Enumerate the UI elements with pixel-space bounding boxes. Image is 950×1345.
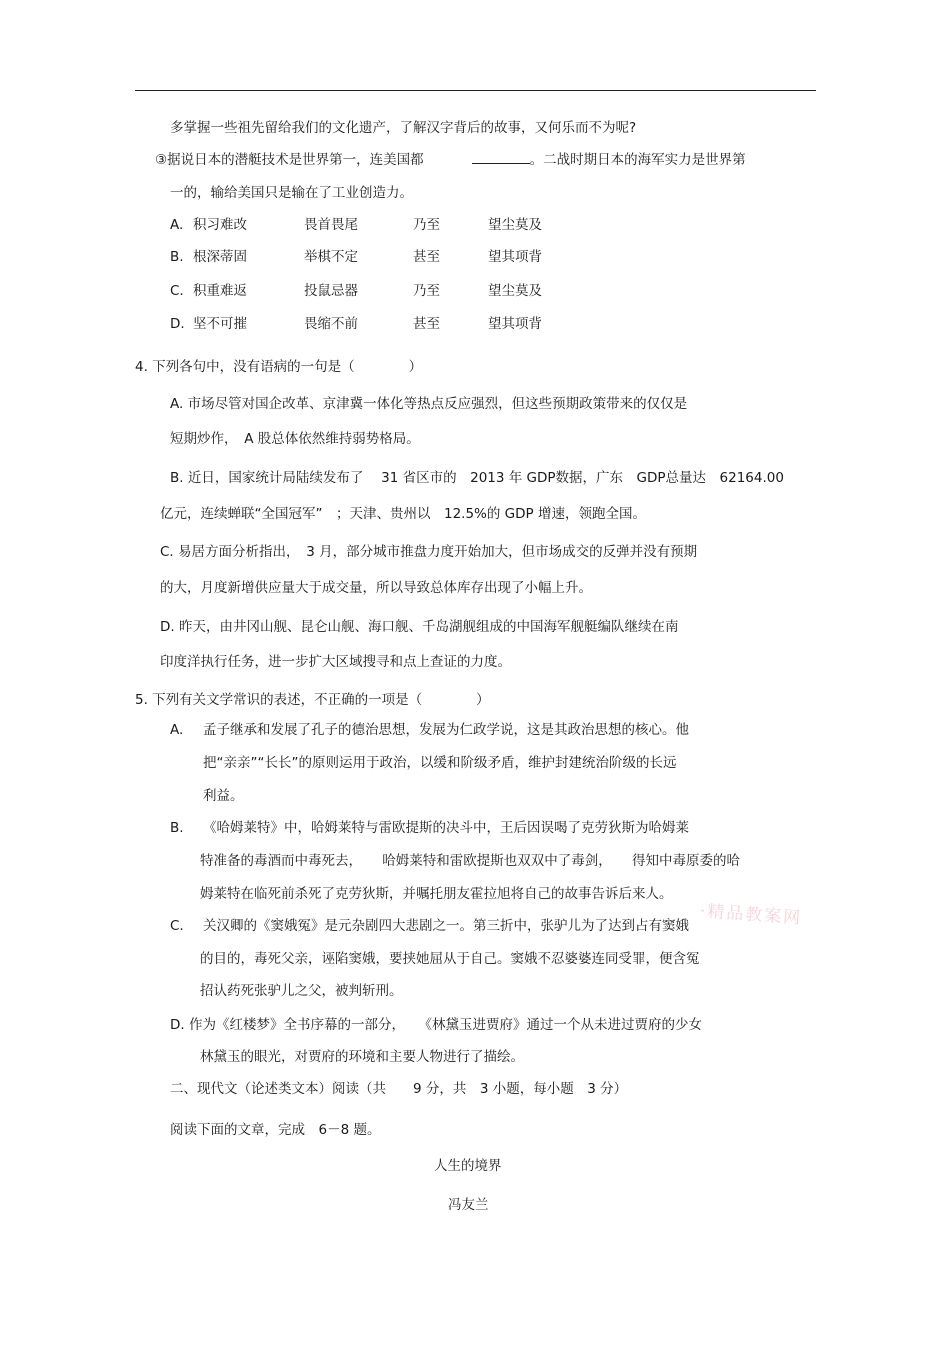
sentence-part: ③据说日本的潜艇技术是世界第一，连美国都 [155, 152, 424, 168]
option-label: B. [170, 820, 184, 836]
q4-option-b: B. 近日，国家统计局陆续发布了 31 省区市的 2013 年 GDP数据，广东 GDP总量达 62164.00 [170, 470, 784, 486]
option-word: 乃至 [413, 283, 440, 299]
q5-option-d-cont: 林黛玉的眼光，对贾府的环境和主要人物进行了描绘。 [200, 1049, 524, 1065]
article-title: 人生的境界 [434, 1158, 502, 1174]
q5-option-a-cont: 利益。 [203, 788, 244, 804]
fill-blank [472, 151, 530, 164]
q4-option-c: C. 易居方面分析指出， 3 月，部分城市推盘力度开始加大，但市场成交的反弹并没有预期 [160, 544, 698, 560]
q5-option-a-cont: 把“亲亲”“长长”的原则运用于政治，以缓和阶级矛盾，维护封建统治阶级的长远 [203, 755, 677, 771]
section-heading: 二、现代文（论述类文本）阅读（共 9 分，共 3 小题，每小题 3 分） [170, 1081, 628, 1097]
option-word: 甚至 [413, 249, 440, 265]
q5-option-a: 孟子继承和发展了孔子的德治思想，发展为仁政学说，这是其政治思想的核心。他 [203, 722, 689, 738]
option-word: 畏首畏尾 [304, 217, 358, 233]
q5-option-b: 《哈姆莱特》中，哈姆莱特与雷欧提斯的决斗中，王后因误喝了克劳狄斯为哈姆莱 [203, 820, 689, 836]
watermark: ·精品教案网 [699, 901, 803, 929]
article-author: 冯友兰 [448, 1197, 489, 1213]
option-word: 投鼠忌器 [304, 283, 358, 299]
q4-option-a-cont: 短期炒作， A 股总体依然维持弱势格局。 [170, 431, 420, 447]
option-label: A. [170, 722, 184, 738]
option-word: 望尘莫及 [488, 283, 542, 299]
option-word: 坚不可摧 [193, 316, 247, 332]
header-rule [135, 90, 816, 91]
q5-option-c-cont: 招认药死张驴儿之父，被判斩刑。 [200, 983, 403, 999]
sentence-part: 。二战时期日本的海军实力是世界第 [529, 152, 746, 168]
option-word: 积重难返 [193, 283, 247, 299]
q4-option-d: D. 昨天，由井冈山舰、昆仑山舰、海口舰、千岛湖舰组成的中国海军舰艇编队继续在南 [160, 619, 679, 635]
option-word: 举棋不定 [304, 249, 358, 265]
reading-instruction: 阅读下面的文章，完成 6－8 题。 [170, 1122, 381, 1138]
option-label: C. [170, 283, 184, 299]
q5-option-b-cont: 特准备的毒酒而中毒死去， 哈姆莱特和雷欧提斯也双双中了毒剑， 得知中毒原委的哈 [200, 853, 740, 869]
question-4: 4. 下列各句中，没有语病的一句是（ ） [135, 359, 423, 375]
text-line: 一的，输给美国只是输在了工业创造力。 [170, 185, 413, 201]
question-5: 5. 下列有关文学常识的表述，不正确的一项是（ ） [135, 692, 490, 708]
q4-option-b-cont: 亿元，连续蝉联“全国冠军” ；天津、贵州以 12.5%的 GDP 增速，领跑全国。 [160, 506, 646, 522]
text-line: 多掌握一些祖先留给我们的文化遗产，了解汉字背后的故事，又何乐而不为呢? [170, 120, 637, 136]
option-word: 积习难改 [193, 217, 247, 233]
option-label: C. [170, 918, 184, 934]
q5-option-d: D. 作为《红楼梦》全书序幕的一部分， 《林黛玉进贾府》通过一个从未进过贾府的少女 [170, 1017, 702, 1033]
q5-option-c-cont: 的目的，毒死父亲，诬陷窦娥，要挟她屈从于自己。窦娥不忍婆婆连同受罪，便含冤 [200, 951, 700, 967]
option-word: 根深蒂固 [193, 249, 247, 265]
q4-option-c-cont: 的大，月度新增供应量大于成交量，所以导致总体库存出现了小幅上升。 [160, 580, 592, 596]
q4-option-a: A. 市场尽管对国企改革、京津冀一体化等热点反应强烈，但这些预期政策带来的仅仅是 [170, 396, 688, 412]
q4-option-d-cont: 印度洋执行任务，进一步扩大区域搜寻和点上查证的力度。 [160, 654, 511, 670]
option-word: 望其项背 [488, 316, 542, 332]
q5-option-b-cont: 姆莱特在临死前杀死了克劳狄斯，并嘱托朋友霍拉旭将自己的故事告诉后来人。 [200, 886, 673, 902]
option-word: 甚至 [413, 316, 440, 332]
option-label: B. [170, 249, 184, 265]
option-label: D. [170, 316, 185, 332]
q3-sentence-3 [155, 151, 746, 169]
option-label: A. [170, 217, 184, 233]
option-word: 畏缩不前 [304, 316, 358, 332]
q5-option-c: 关汉卿的《窦娥冤》是元杂剧四大悲剧之一。第三折中，张驴儿为了达到占有窦娥 [203, 918, 689, 934]
option-word: 乃至 [413, 217, 440, 233]
option-word: 望尘莫及 [488, 217, 542, 233]
option-word: 望其项背 [488, 249, 542, 265]
